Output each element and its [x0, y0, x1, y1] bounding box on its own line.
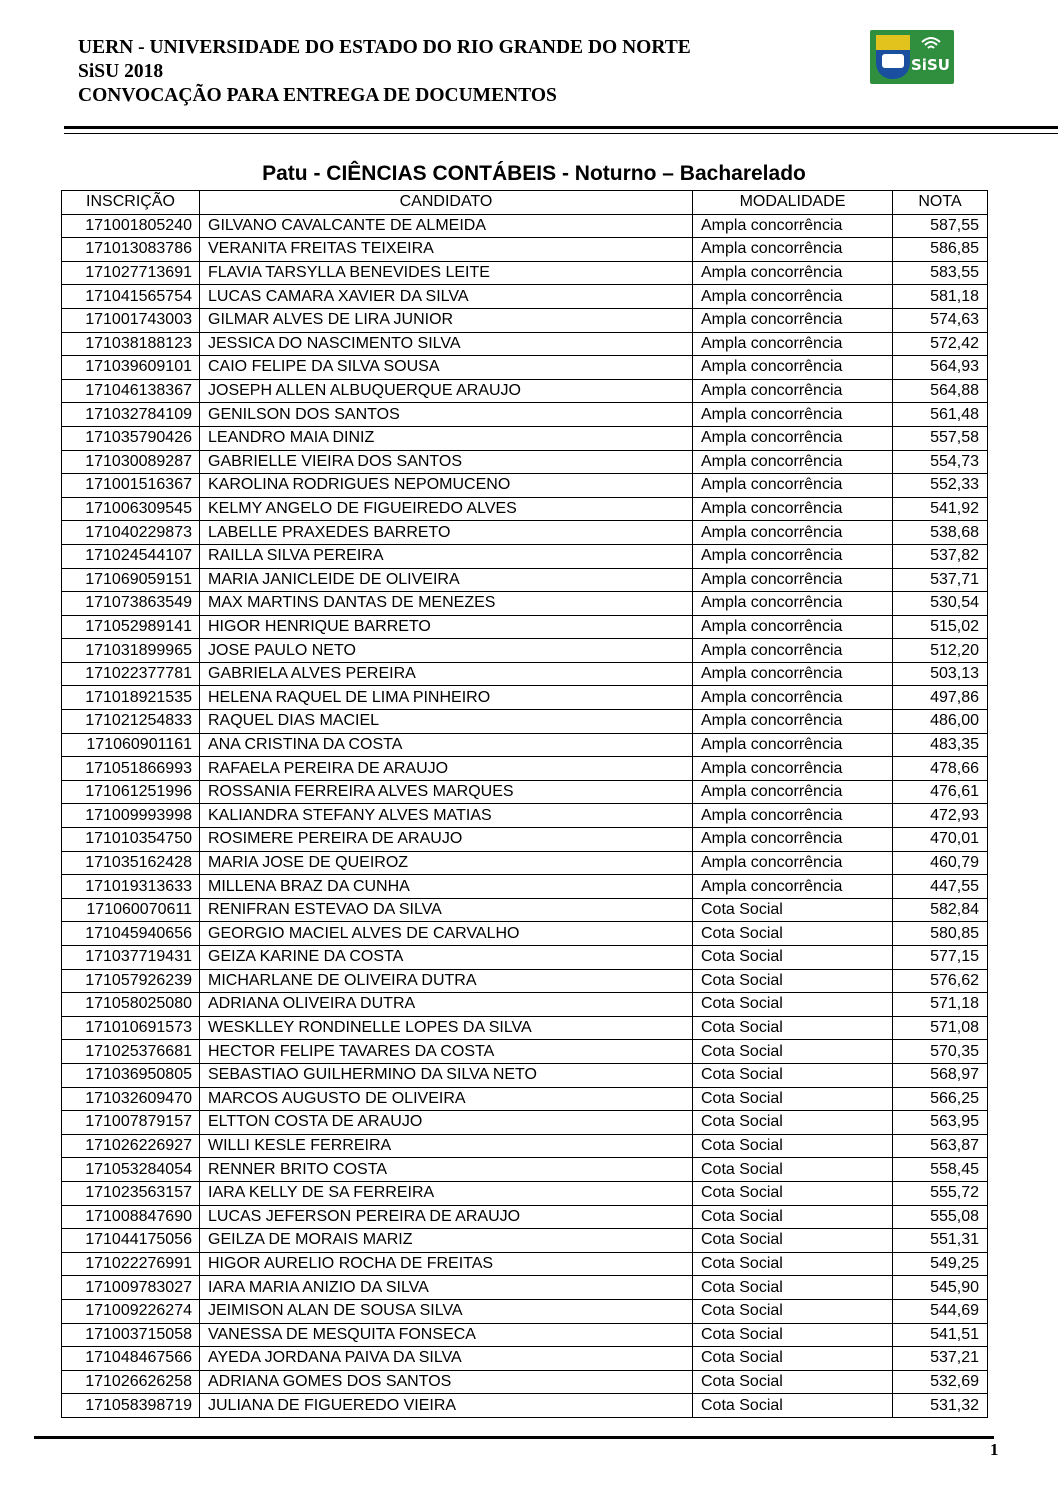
table-row	[62, 804, 988, 828]
cell-modalidade: Cota Social	[693, 1063, 893, 1087]
cell-candidato: GABRIELA ALVES PEREIRA	[200, 662, 693, 686]
cell-modalidade: Cota Social	[693, 946, 893, 970]
cell-modalidade: Ampla concorrência	[693, 733, 893, 757]
cell-modalidade: Ampla concorrência	[693, 757, 893, 781]
header-subtitle: CONVOCAÇÃO PARA ENTREGA DE DOCUMENTOS	[78, 85, 557, 106]
cell-inscricao: 171008847690	[62, 1205, 200, 1229]
cell-inscricao: 171057926239	[62, 969, 200, 993]
cell-inscricao: 171041565754	[62, 285, 200, 309]
cell-candidato: MAX MARTINS DANTAS DE MENEZES	[200, 592, 693, 616]
cell-nota: 571,18	[893, 993, 988, 1017]
header-sisu-year: SiSU 2018	[78, 61, 164, 82]
cell-candidato: KAROLINA RODRIGUES NEPOMUCENO	[200, 474, 693, 498]
table-row	[62, 710, 988, 734]
table-row	[62, 969, 988, 993]
table-row	[62, 1370, 988, 1394]
cell-candidato: JEIMISON ALAN DE SOUSA SILVA	[200, 1299, 693, 1323]
cell-candidato: LUCAS JEFERSON PEREIRA DE ARAUJO	[200, 1205, 693, 1229]
table-row	[62, 662, 988, 686]
cell-modalidade: Ampla concorrência	[693, 379, 893, 403]
cell-modalidade: Ampla concorrência	[693, 238, 893, 262]
cell-modalidade: Ampla concorrência	[693, 592, 893, 616]
column-header-inscricao: INSCRIÇÃO	[62, 191, 200, 215]
cell-inscricao: 171024544107	[62, 544, 200, 568]
table-row	[62, 356, 988, 380]
cell-modalidade: Ampla concorrência	[693, 261, 893, 285]
cell-nota: 460,79	[893, 851, 988, 875]
cell-modalidade: Cota Social	[693, 1347, 893, 1371]
cell-candidato: ANA CRISTINA DA COSTA	[200, 733, 693, 757]
header-divider-thin	[64, 133, 1058, 134]
cell-modalidade: Cota Social	[693, 1252, 893, 1276]
cell-nota: 572,42	[893, 332, 988, 356]
cell-candidato: SEBASTIAO GUILHERMINO DA SILVA NETO	[200, 1063, 693, 1087]
cell-inscricao: 171023563157	[62, 1181, 200, 1205]
table-row	[62, 639, 988, 663]
logo-text: SiSU	[911, 56, 950, 74]
cell-candidato: HECTOR FELIPE TAVARES DA COSTA	[200, 1040, 693, 1064]
cell-modalidade: Ampla concorrência	[693, 403, 893, 427]
signal-icon	[920, 36, 942, 50]
table-row	[62, 1040, 988, 1064]
document-header	[78, 36, 691, 108]
cell-modalidade: Ampla concorrência	[693, 662, 893, 686]
cell-inscricao: 171037719431	[62, 946, 200, 970]
cell-nota: 512,20	[893, 639, 988, 663]
cell-candidato: GEORGIO MACIEL ALVES DE CARVALHO	[200, 922, 693, 946]
table-row	[62, 1063, 988, 1087]
cell-modalidade: Ampla concorrência	[693, 639, 893, 663]
table-row	[62, 993, 988, 1017]
cell-candidato: RENIFRAN ESTEVAO DA SILVA	[200, 898, 693, 922]
cell-modalidade: Cota Social	[693, 1323, 893, 1347]
cell-candidato: MICHARLANE DE OLIVEIRA DUTRA	[200, 969, 693, 993]
cell-nota: 555,08	[893, 1205, 988, 1229]
table-row	[62, 285, 988, 309]
table-row	[62, 757, 988, 781]
cell-candidato: VERANITA FREITAS TEIXEIRA	[200, 238, 693, 262]
cell-candidato: LUCAS CAMARA XAVIER DA SILVA	[200, 285, 693, 309]
cell-candidato: GENILSON DOS SANTOS	[200, 403, 693, 427]
cell-inscricao: 171032609470	[62, 1087, 200, 1111]
table-row	[62, 308, 988, 332]
cell-modalidade: Ampla concorrência	[693, 214, 893, 238]
table-row	[62, 1111, 988, 1135]
cell-candidato: RENNER BRITO COSTA	[200, 1158, 693, 1182]
cell-modalidade: Cota Social	[693, 1299, 893, 1323]
cell-nota: 537,71	[893, 568, 988, 592]
cell-nota: 497,86	[893, 686, 988, 710]
cell-inscricao: 171039609101	[62, 356, 200, 380]
cell-modalidade: Ampla concorrência	[693, 426, 893, 450]
table-row	[62, 615, 988, 639]
cell-inscricao: 171006309545	[62, 497, 200, 521]
cell-candidato: ELTTON COSTA DE ARAUJO	[200, 1111, 693, 1135]
table-row	[62, 568, 988, 592]
table-row	[62, 214, 988, 238]
cell-nota: 472,93	[893, 804, 988, 828]
cell-inscricao: 171001743003	[62, 308, 200, 332]
cell-modalidade: Cota Social	[693, 922, 893, 946]
cell-nota: 544,69	[893, 1299, 988, 1323]
table-header-row	[62, 191, 988, 215]
cell-nota: 532,69	[893, 1370, 988, 1394]
footer-divider	[34, 1436, 994, 1439]
table-row	[62, 1299, 988, 1323]
table-row	[62, 450, 988, 474]
cell-nota: 557,58	[893, 426, 988, 450]
cell-inscricao: 171040229873	[62, 521, 200, 545]
table-row	[62, 1323, 988, 1347]
cell-inscricao: 171048467566	[62, 1347, 200, 1371]
cell-nota: 476,61	[893, 780, 988, 804]
cell-candidato: GABRIELLE VIEIRA DOS SANTOS	[200, 450, 693, 474]
cell-nota: 563,87	[893, 1134, 988, 1158]
cell-candidato: MARIA JANICLEIDE DE OLIVEIRA	[200, 568, 693, 592]
table-row	[62, 733, 988, 757]
cell-inscricao: 171001516367	[62, 474, 200, 498]
cell-modalidade: Cota Social	[693, 898, 893, 922]
cell-inscricao: 171022377781	[62, 662, 200, 686]
table-row	[62, 1158, 988, 1182]
cell-modalidade: Ampla concorrência	[693, 521, 893, 545]
cell-modalidade: Ampla concorrência	[693, 450, 893, 474]
cell-nota: 564,93	[893, 356, 988, 380]
cell-nota: 552,33	[893, 474, 988, 498]
cell-nota: 541,92	[893, 497, 988, 521]
table-row	[62, 403, 988, 427]
cell-nota: 545,90	[893, 1276, 988, 1300]
cell-modalidade: Cota Social	[693, 1229, 893, 1253]
table-row	[62, 898, 988, 922]
cell-nota: 570,35	[893, 1040, 988, 1064]
cell-modalidade: Ampla concorrência	[693, 710, 893, 734]
cell-nota: 558,45	[893, 1158, 988, 1182]
cell-inscricao: 171009993998	[62, 804, 200, 828]
header-divider	[64, 126, 1058, 129]
table-row	[62, 686, 988, 710]
cell-nota: 483,35	[893, 733, 988, 757]
cell-nota: 568,97	[893, 1063, 988, 1087]
cell-candidato: HIGOR AURELIO ROCHA DE FREITAS	[200, 1252, 693, 1276]
cell-inscricao: 171009783027	[62, 1276, 200, 1300]
cell-nota: 549,25	[893, 1252, 988, 1276]
table-body	[62, 214, 988, 1417]
cell-modalidade: Cota Social	[693, 1205, 893, 1229]
cell-candidato: ROSSANIA FERREIRA ALVES MARQUES	[200, 780, 693, 804]
cell-modalidade: Cota Social	[693, 1394, 893, 1418]
cell-candidato: MILLENA BRAZ DA CUNHA	[200, 875, 693, 899]
cell-candidato: ADRIANA OLIVEIRA DUTRA	[200, 993, 693, 1017]
cell-inscricao: 171058025080	[62, 993, 200, 1017]
cell-modalidade: Ampla concorrência	[693, 308, 893, 332]
column-header-nota: NOTA	[893, 191, 988, 215]
cell-inscricao: 171010354750	[62, 828, 200, 852]
cell-nota: 581,18	[893, 285, 988, 309]
cell-inscricao: 171021254833	[62, 710, 200, 734]
cell-candidato: MARCOS AUGUSTO DE OLIVEIRA	[200, 1087, 693, 1111]
cell-nota: 564,88	[893, 379, 988, 403]
sisu-logo	[870, 30, 954, 84]
cell-candidato: AYEDA JORDANA PAIVA DA SILVA	[200, 1347, 693, 1371]
table-row	[62, 922, 988, 946]
cell-candidato: RAQUEL DIAS MACIEL	[200, 710, 693, 734]
cell-inscricao: 171035162428	[62, 851, 200, 875]
cell-nota: 551,31	[893, 1229, 988, 1253]
cell-candidato: GEILZA DE MORAIS MARIZ	[200, 1229, 693, 1253]
cell-inscricao: 171060901161	[62, 733, 200, 757]
cell-nota: 537,21	[893, 1347, 988, 1371]
cell-nota: 583,55	[893, 261, 988, 285]
page-number: 1	[990, 1440, 999, 1459]
cell-nota: 587,55	[893, 214, 988, 238]
cell-candidato: RAFAELA PEREIRA DE ARAUJO	[200, 757, 693, 781]
cell-modalidade: Ampla concorrência	[693, 544, 893, 568]
cell-candidato: VANESSA DE MESQUITA FONSECA	[200, 1323, 693, 1347]
cell-nota: 571,08	[893, 1016, 988, 1040]
cell-modalidade: Cota Social	[693, 1134, 893, 1158]
table-row	[62, 1087, 988, 1111]
table-row	[62, 780, 988, 804]
cell-modalidade: Ampla concorrência	[693, 851, 893, 875]
cell-modalidade: Cota Social	[693, 1040, 893, 1064]
cell-inscricao: 171045940656	[62, 922, 200, 946]
table-row	[62, 497, 988, 521]
cell-inscricao: 171026626258	[62, 1370, 200, 1394]
cell-nota: 447,55	[893, 875, 988, 899]
cell-modalidade: Ampla concorrência	[693, 332, 893, 356]
cell-nota: 566,25	[893, 1087, 988, 1111]
cell-modalidade: Cota Social	[693, 1276, 893, 1300]
cell-inscricao: 171027713691	[62, 261, 200, 285]
cell-modalidade: Ampla concorrência	[693, 497, 893, 521]
cell-candidato: GILMAR ALVES DE LIRA JUNIOR	[200, 308, 693, 332]
cell-candidato: WESKLLEY RONDINELLE LOPES DA SILVA	[200, 1016, 693, 1040]
cell-candidato: HIGOR HENRIQUE BARRETO	[200, 615, 693, 639]
cell-inscricao: 171052989141	[62, 615, 200, 639]
cell-modalidade: Ampla concorrência	[693, 474, 893, 498]
table-row	[62, 261, 988, 285]
cell-inscricao: 171010691573	[62, 1016, 200, 1040]
table-row	[62, 332, 988, 356]
cell-candidato: ADRIANA GOMES DOS SANTOS	[200, 1370, 693, 1394]
cell-nota: 515,02	[893, 615, 988, 639]
table-row	[62, 851, 988, 875]
cell-inscricao: 171073863549	[62, 592, 200, 616]
cell-candidato: ROSIMERE PEREIRA DE ARAUJO	[200, 828, 693, 852]
cell-modalidade: Cota Social	[693, 1087, 893, 1111]
cell-inscricao: 171009226274	[62, 1299, 200, 1323]
table-row	[62, 1394, 988, 1418]
cell-nota: 503,13	[893, 662, 988, 686]
table-row	[62, 426, 988, 450]
cell-inscricao: 171051866993	[62, 757, 200, 781]
cell-modalidade: Ampla concorrência	[693, 356, 893, 380]
cell-inscricao: 171007879157	[62, 1111, 200, 1135]
cell-candidato: KALIANDRA STEFANY ALVES MATIAS	[200, 804, 693, 828]
cell-inscricao: 171060070611	[62, 898, 200, 922]
table-row	[62, 544, 988, 568]
cell-candidato: WILLI KESLE FERREIRA	[200, 1134, 693, 1158]
cell-inscricao: 171058398719	[62, 1394, 200, 1418]
cell-modalidade: Ampla concorrência	[693, 615, 893, 639]
table-row	[62, 474, 988, 498]
table-row	[62, 1134, 988, 1158]
cell-nota: 531,32	[893, 1394, 988, 1418]
page-title: Patu - CIÊNCIAS CONTÁBEIS - Noturno – Bacharelado	[262, 162, 806, 185]
table-row	[62, 828, 988, 852]
cell-modalidade: Ampla concorrência	[693, 686, 893, 710]
cell-nota: 577,15	[893, 946, 988, 970]
cell-inscricao: 171038188123	[62, 332, 200, 356]
cell-candidato: IARA KELLY DE SA FERREIRA	[200, 1181, 693, 1205]
table-row	[62, 1229, 988, 1253]
cell-candidato: GILVANO CAVALCANTE DE ALMEIDA	[200, 214, 693, 238]
cell-inscricao: 171003715058	[62, 1323, 200, 1347]
cell-inscricao: 171022276991	[62, 1252, 200, 1276]
cell-modalidade: Ampla concorrência	[693, 780, 893, 804]
cell-inscricao: 171032784109	[62, 403, 200, 427]
cell-modalidade: Ampla concorrência	[693, 828, 893, 852]
cell-modalidade: Cota Social	[693, 1111, 893, 1135]
cell-candidato: GEIZA KARINE DA COSTA	[200, 946, 693, 970]
table-row	[62, 1181, 988, 1205]
cell-candidato: JESSICA DO NASCIMENTO SILVA	[200, 332, 693, 356]
cell-candidato: MARIA JOSE DE QUEIROZ	[200, 851, 693, 875]
cell-candidato: LABELLE PRAXEDES BARRETO	[200, 521, 693, 545]
cell-modalidade: Cota Social	[693, 1158, 893, 1182]
cell-nota: 486,00	[893, 710, 988, 734]
cell-nota: 555,72	[893, 1181, 988, 1205]
cell-inscricao: 171069059151	[62, 568, 200, 592]
cell-modalidade: Ampla concorrência	[693, 804, 893, 828]
cell-candidato: IARA MARIA ANIZIO DA SILVA	[200, 1276, 693, 1300]
cell-candidato: KELMY ANGELO DE FIGUEIREDO ALVES	[200, 497, 693, 521]
cell-inscricao: 171046138367	[62, 379, 200, 403]
cell-nota: 586,85	[893, 238, 988, 262]
cell-candidato: JOSEPH ALLEN ALBUQUERQUE ARAUJO	[200, 379, 693, 403]
table-row	[62, 1276, 988, 1300]
table-row	[62, 379, 988, 403]
cell-candidato: CAIO FELIPE DA SILVA SOUSA	[200, 356, 693, 380]
table-row	[62, 875, 988, 899]
table-row	[62, 1205, 988, 1229]
cell-nota: 561,48	[893, 403, 988, 427]
cell-candidato: FLAVIA TARSYLLA BENEVIDES LEITE	[200, 261, 693, 285]
cell-nota: 580,85	[893, 922, 988, 946]
cell-inscricao: 171030089287	[62, 450, 200, 474]
cell-inscricao: 171025376681	[62, 1040, 200, 1064]
table-row	[62, 946, 988, 970]
cell-candidato: JULIANA DE FIGUEREDO VIEIRA	[200, 1394, 693, 1418]
candidates-table	[61, 190, 988, 1418]
table-row	[62, 592, 988, 616]
cell-inscricao: 171053284054	[62, 1158, 200, 1182]
column-header-candidato: CANDIDATO	[200, 191, 693, 215]
cell-modalidade: Cota Social	[693, 1370, 893, 1394]
cell-nota: 537,82	[893, 544, 988, 568]
cell-candidato: LEANDRO MAIA DINIZ	[200, 426, 693, 450]
cell-inscricao: 171044175056	[62, 1229, 200, 1253]
cell-modalidade: Ampla concorrência	[693, 285, 893, 309]
cell-candidato: RAILLA SILVA PEREIRA	[200, 544, 693, 568]
cell-nota: 582,84	[893, 898, 988, 922]
table-row	[62, 238, 988, 262]
cell-nota: 538,68	[893, 521, 988, 545]
cell-modalidade: Cota Social	[693, 1181, 893, 1205]
cell-nota: 530,54	[893, 592, 988, 616]
cell-inscricao: 171061251996	[62, 780, 200, 804]
cell-modalidade: Cota Social	[693, 993, 893, 1017]
cell-modalidade: Ampla concorrência	[693, 568, 893, 592]
table-row	[62, 1016, 988, 1040]
cell-candidato: JOSE PAULO NETO	[200, 639, 693, 663]
cell-inscricao: 171026226927	[62, 1134, 200, 1158]
cell-modalidade: Ampla concorrência	[693, 875, 893, 899]
table-row	[62, 1252, 988, 1276]
cell-nota: 554,73	[893, 450, 988, 474]
cell-nota: 576,62	[893, 969, 988, 993]
cell-inscricao: 171035790426	[62, 426, 200, 450]
table-row	[62, 521, 988, 545]
cell-inscricao: 171031899965	[62, 639, 200, 663]
cell-inscricao: 171001805240	[62, 214, 200, 238]
uern-shield-icon	[876, 35, 910, 79]
cell-nota: 541,51	[893, 1323, 988, 1347]
cell-inscricao: 171019313633	[62, 875, 200, 899]
column-header-modalidade: MODALIDADE	[693, 191, 893, 215]
cell-candidato: HELENA RAQUEL DE LIMA PINHEIRO	[200, 686, 693, 710]
cell-inscricao: 171036950805	[62, 1063, 200, 1087]
cell-nota: 470,01	[893, 828, 988, 852]
cell-modalidade: Cota Social	[693, 969, 893, 993]
cell-nota: 574,63	[893, 308, 988, 332]
cell-inscricao: 171013083786	[62, 238, 200, 262]
cell-inscricao: 171018921535	[62, 686, 200, 710]
cell-nota: 563,95	[893, 1111, 988, 1135]
table-row	[62, 1347, 988, 1371]
header-university: UERN - UNIVERSIDADE DO ESTADO DO RIO GRANDE DO NORTE	[78, 37, 691, 58]
cell-nota: 478,66	[893, 757, 988, 781]
cell-modalidade: Cota Social	[693, 1016, 893, 1040]
